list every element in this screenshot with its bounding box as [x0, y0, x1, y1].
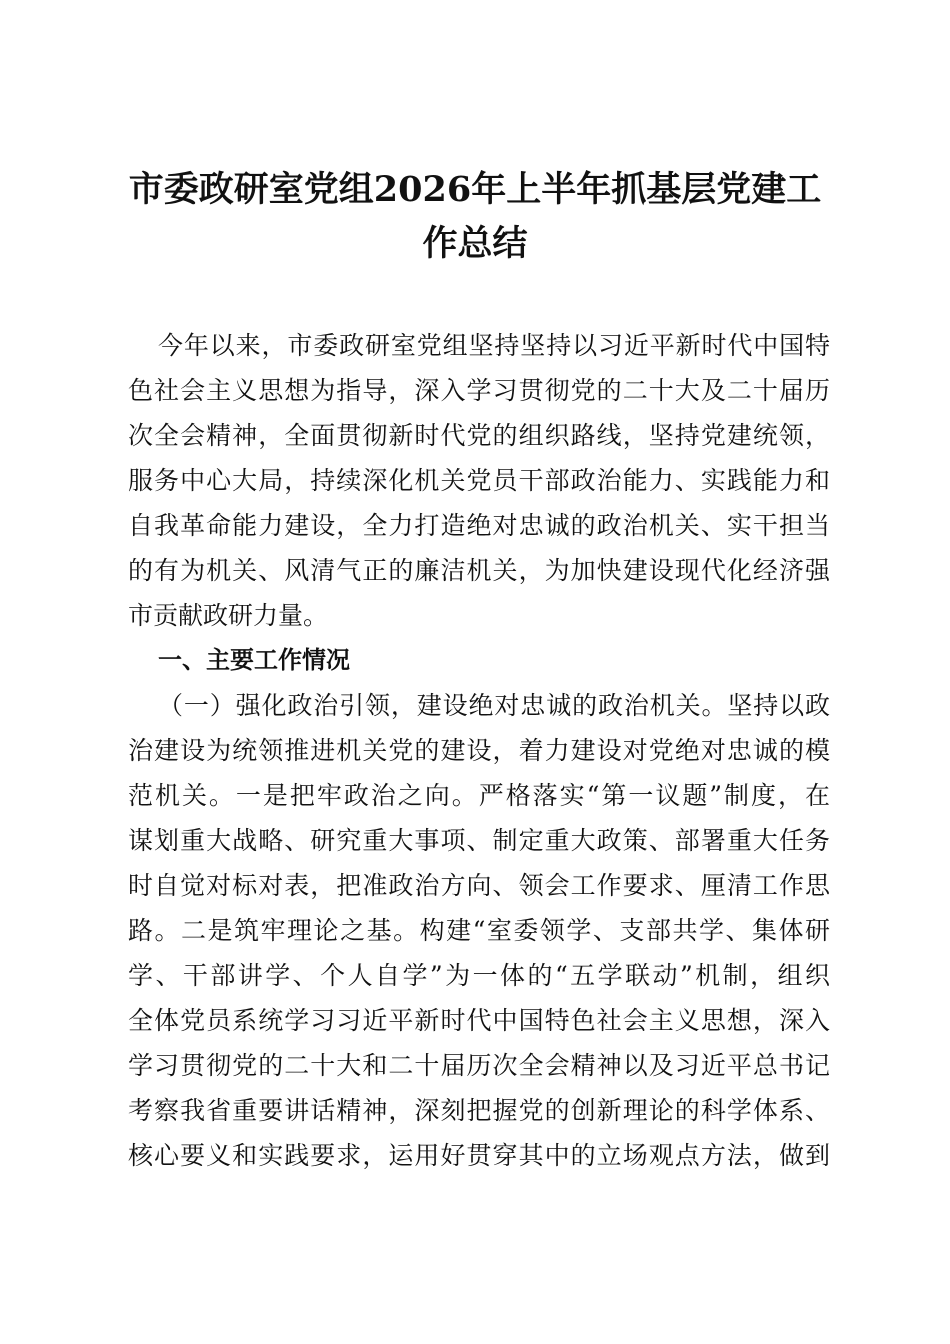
intro-line-7: 市贡献政研力量。 [128, 601, 329, 630]
intro-line-6: 的有为机关、风清气正的廉洁机关，为加快建设现代化经济强 [128, 556, 830, 585]
section-line-6: 路。二是筑牢理论之基。构建“室委领学、支部共学、集体研 [128, 916, 830, 945]
section-line-7: 学、干部讲学、个人自学”为一体的“五学联动”机制，组织 [128, 961, 830, 990]
intro-line-3: 次全会精神，全面贯彻新时代党的组织路线，坚持党建统领， [128, 421, 830, 450]
section-heading: 一、主要工作情况 [158, 646, 350, 674]
section-line-5: 时自觉对标对表，把准政治方向、领会工作要求、厘清工作思 [128, 871, 830, 900]
intro-line-2: 色社会主义思想为指导，深入学习贯彻党的二十大及二十届历 [128, 376, 830, 405]
intro-line-1: 今年以来，市委政研室党组坚持坚持以习近平新时代中国特 [158, 331, 830, 360]
section-line-3: 范机关。一是把牢政治之向。严格落实“第一议题”制度，在 [128, 781, 830, 810]
document-title-line-2: 作总结 [422, 223, 528, 264]
section-line-1: （一）强化政治引领，建设绝对忠诚的政治机关。坚持以政 [158, 691, 830, 720]
section-line-2: 治建设为统领推进机关党的建设，着力建设对党绝对忠诚的模 [128, 736, 830, 765]
section-line-10: 考察我省重要讲话精神，深刻把握党的创新理论的科学体系、 [128, 1096, 830, 1125]
document-title-line-1: 市委政研室党组2026年上半年抓基层党建工 [128, 169, 822, 210]
section-line-9: 学习贯彻党的二十大和二十届历次全会精神以及习近平总书记 [128, 1051, 830, 1080]
intro-line-5: 自我革命能力建设，全力打造绝对忠诚的政治机关、实干担当 [128, 511, 830, 540]
section-line-11: 核心要义和实践要求，运用好贯穿其中的立场观点方法，做到 [128, 1141, 830, 1170]
intro-line-4: 服务中心大局，持续深化机关党员干部政治能力、实践能力和 [128, 466, 830, 495]
section-line-4: 谋划重大战略、研究重大事项、制定重大政策、部署重大任务 [128, 826, 830, 855]
section-line-8: 全体党员系统学习习近平新时代中国特色社会主义思想，深入 [128, 1006, 830, 1035]
